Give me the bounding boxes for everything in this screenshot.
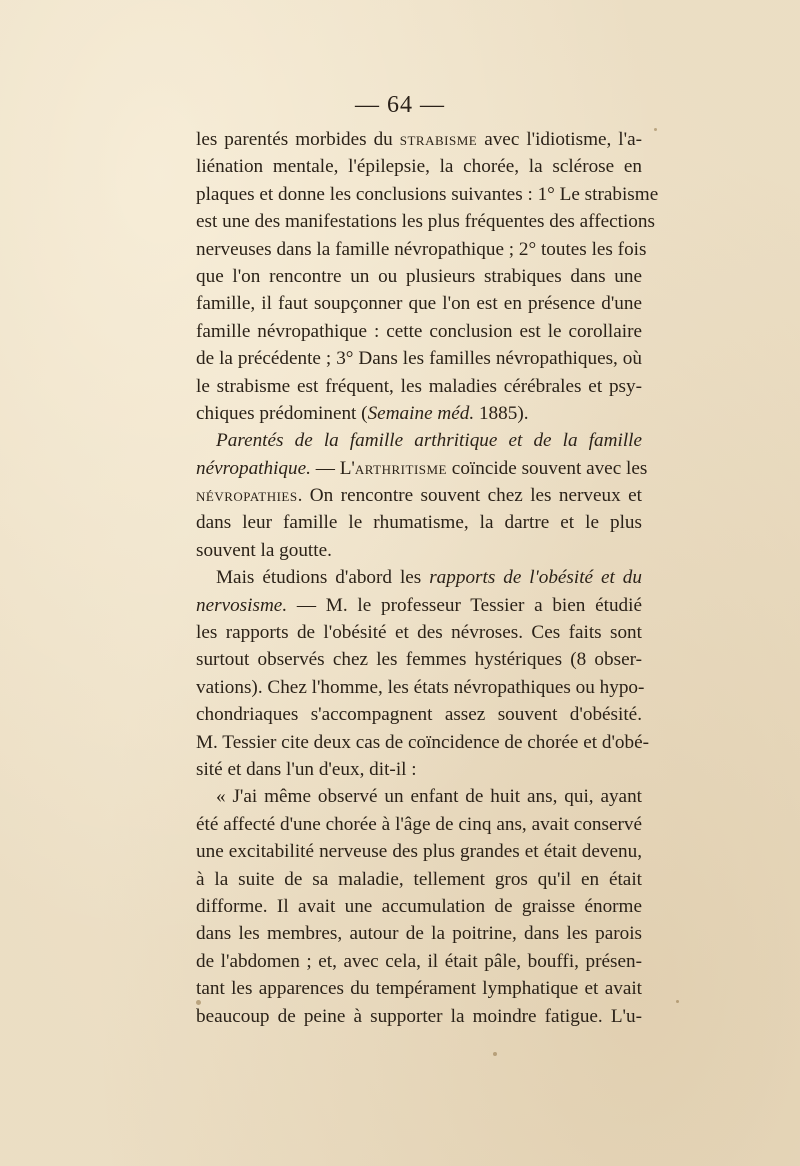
text-run: le strabisme est fréquent, les maladies cérébrales et psy-: [196, 375, 642, 397]
text-run: coïncide souvent avec les: [447, 457, 648, 479]
text-line: [196, 427, 642, 454]
text-line: [196, 975, 642, 1002]
text-line: [196, 126, 642, 153]
text-line: [196, 509, 642, 536]
body-text: [196, 126, 659, 1030]
text-line: [196, 482, 642, 509]
text-run: — M. le professeur Tessier a bien étudié: [287, 594, 642, 616]
text-line: [196, 920, 642, 947]
text-run: liénation mentale, l'épilepsie, la chorée, la sclérose en: [196, 156, 642, 178]
text-run: dans les membres, autour de la poitrine, dans les parois: [196, 923, 642, 945]
text-line: [196, 811, 642, 838]
text-line: [196, 400, 642, 427]
small-caps-text: strabisme: [399, 129, 478, 150]
text-run: chiques prédominent (: [196, 402, 368, 424]
italic-text: rapports de l'obésité et du: [429, 567, 642, 589]
text-line: [196, 208, 655, 235]
text-run: les rapports de l'obésité et des névroses. Ces faits sont: [196, 622, 642, 644]
text-line: [196, 564, 642, 591]
text-run: été affecté d'une chorée à l'âge de cinq ans, avait conservé: [196, 813, 642, 835]
text-line: [196, 838, 642, 865]
text-run: — L': [310, 457, 355, 479]
small-caps-text: arthritisme: [354, 457, 447, 479]
text-line: [196, 646, 642, 673]
text-run: chondriaques s'accompagnent assez souvent d'obésité.: [196, 704, 642, 726]
text-run: avec l'idiotisme, l'a-: [477, 129, 642, 150]
text-line: [196, 153, 642, 180]
text-run: nerveuses dans la famille névropathique ; 2° toutes les fois: [196, 238, 647, 260]
text-line: [196, 236, 647, 263]
text-line: [196, 729, 649, 756]
text-run: Mais étudions d'abord les: [216, 567, 430, 589]
text-run: de l'abdomen ; et, avec cela, il était pâle, bouffi, présen-: [196, 950, 642, 972]
text-run: difforme. Il avait une accumulation de graisse énorme: [196, 895, 642, 917]
text-run: famille névropathique : cette conclusion est le corollaire: [196, 320, 642, 342]
italic-text: Parentés de la famille arthritique et de la famille: [216, 430, 642, 452]
text-line: [196, 619, 642, 646]
italic-text: névropathique.: [196, 457, 311, 479]
text-run: souvent la goutte.: [196, 539, 332, 561]
text-run: dans leur famille le rhumatisme, la dartre et le plus: [196, 512, 642, 534]
text-line: [196, 290, 642, 317]
text-line: [196, 373, 642, 400]
text-line: [196, 893, 642, 920]
italic-text: Semaine méd.: [367, 402, 475, 424]
text-run: tant les apparences du tempérament lymphatique et avait: [196, 978, 642, 1000]
text-run: plaques et donne les conclusions suivantes : 1° Le strabisme: [196, 183, 659, 205]
text-line: [196, 263, 642, 290]
text-line: [196, 674, 645, 701]
text-line: [196, 318, 642, 345]
text-run: M. Tessier cite deux cas de coïncidence de chorée et d'obé-: [196, 731, 649, 753]
text-line: [196, 455, 648, 482]
text-line: [196, 537, 642, 564]
text-run: beaucoup de peine à supporter la moindre fatigue. L'u-: [196, 1005, 642, 1027]
text-line: [196, 345, 642, 372]
paper-speck: [654, 128, 657, 131]
text-line: [196, 866, 642, 893]
page-number: — 64 —: [355, 92, 445, 118]
text-run: surtout observés chez les femmes hystériques (8 obser-: [196, 649, 642, 671]
text-run: une excitabilité nerveuse des plus grandes et était devenu,: [196, 841, 642, 863]
small-caps-text: névropathies: [196, 485, 298, 507]
text-run: « J'ai même observé un enfant de huit ans, qui, ayant: [216, 786, 642, 808]
italic-text: nervosisme.: [196, 594, 288, 616]
text-line: [196, 948, 642, 975]
text-run: 1885).: [474, 402, 529, 424]
text-line: [196, 783, 642, 810]
text-line: [196, 592, 642, 619]
text-run: les parentés morbides du: [196, 129, 400, 150]
text-run: . On rencontre souvent chez les nerveux et: [297, 485, 642, 507]
text-line: [196, 1003, 642, 1030]
paper-speck: [676, 1000, 679, 1003]
text-run: de la précédente ; 3° Dans les familles névropathiques, où: [196, 348, 642, 370]
text-run: vations). Chez l'homme, les états névropathiques ou hypo-: [196, 676, 645, 698]
text-line: [196, 181, 659, 208]
text-run: que l'on rencontre un ou plusieurs strabiques dans une: [196, 265, 642, 287]
text-run: est une des manifestations les plus fréquentes des affections: [196, 211, 655, 233]
text-run: famille, il faut soupçonner que l'on est en présence d'une: [196, 293, 642, 315]
paper-speck: [493, 1052, 497, 1056]
text-run: à la suite de sa maladie, tellement gros qu'il en était: [196, 868, 642, 890]
text-run: sité et dans l'un d'eux, dit-il :: [196, 758, 417, 780]
text-line: [196, 756, 642, 783]
paper-speck: [196, 1000, 201, 1005]
text-line: [196, 701, 642, 728]
